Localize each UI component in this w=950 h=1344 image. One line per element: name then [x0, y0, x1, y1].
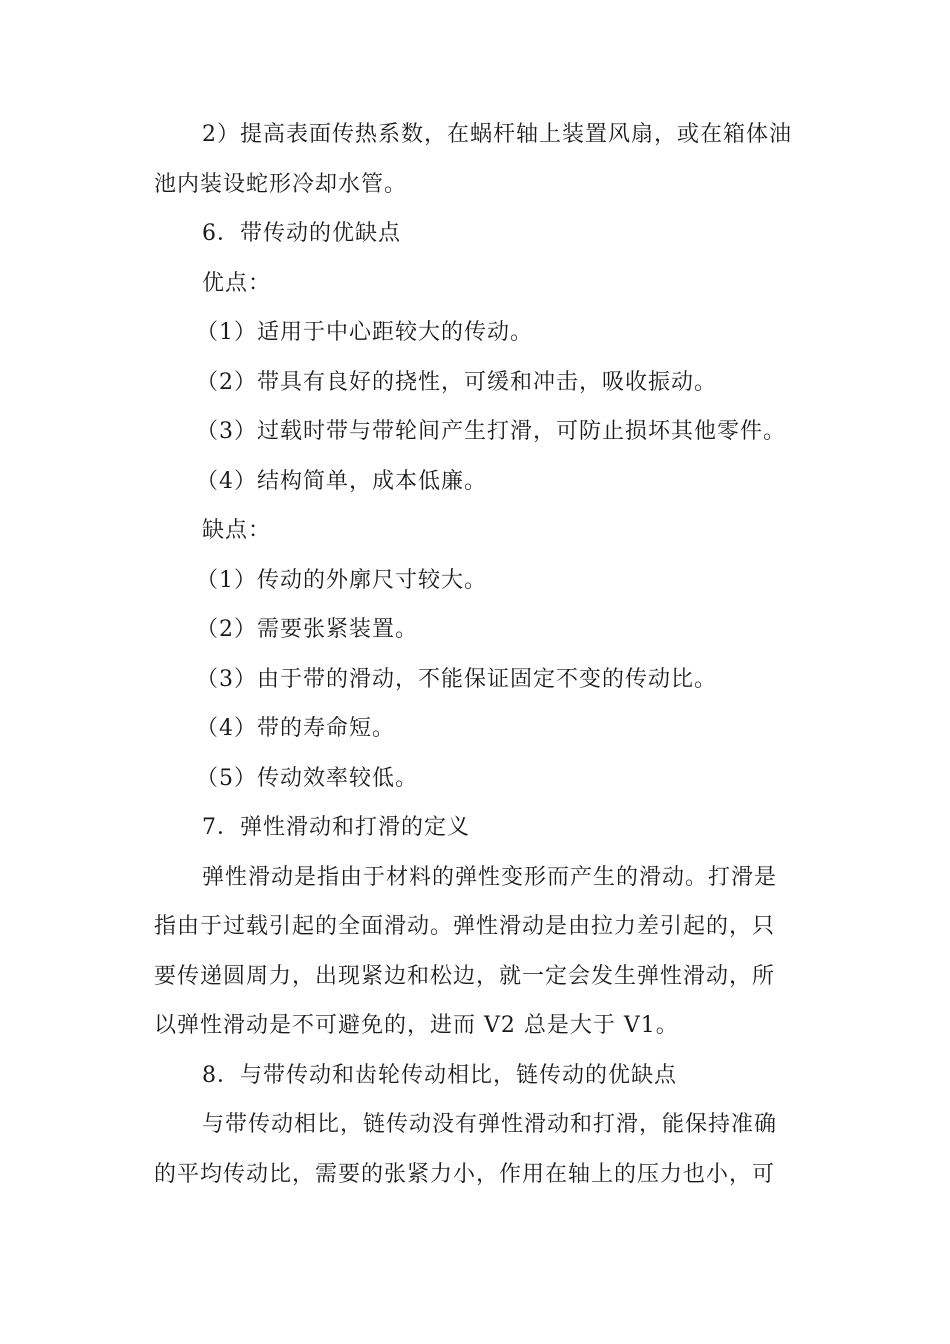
list-item: （3）由于带的滑动，不能保证固定不变的传动比。	[196, 666, 717, 692]
label-disadvantages: 缺点：	[202, 518, 272, 543]
label-advantages: 优点：	[202, 270, 272, 296]
paragraph-heat-transfer: 2）提高表面传热系数，在蜗杆轴上装置风扇，或在箱体油池内装设蛇形冷却水管。	[154, 122, 792, 197]
list-item: （1）传动的外廓尺寸较大。	[196, 567, 487, 593]
list-item: （1）适用于中心距较大的传动。	[196, 320, 533, 345]
list-item: （3）过载时带与带轮间产生打滑，可防止损坏其他零件。	[196, 419, 786, 444]
document-body	[154, 110, 794, 1199]
heading-chain-drive-comparison: 8．与带传动和齿轮传动相比，链传动的优缺点	[202, 1062, 677, 1088]
paragraph-chain-drive-comparison: 与带传动相比，链传动没有弹性滑动和打滑，能保持准确的平均传动比，需要的张紧力小，作用在轴上的压力也小，可	[154, 1112, 778, 1187]
list-item: （4）带的寿命短。	[196, 716, 395, 741]
list-item: （2）需要张紧装置。	[196, 617, 418, 642]
heading-elastic-sliding: 7．弹性滑动和打滑的定义	[202, 815, 470, 840]
paragraph-elastic-sliding-definition: 弹性滑动是指由于材料的弹性变形而产生的滑动。打滑是指由于过载引起的全面滑动。弹性滑动是由拉力差引起的，只要传递圆周力，出现紧边和松边，就一定会发生弹性滑动，所以弹性滑动是不可避免的，进而 V2 总是大于 V1。	[154, 864, 778, 1038]
heading-belt-drive-pros-cons: 6．带传动的优缺点	[202, 221, 401, 246]
list-item: （2）带具有良好的挠性，可缓和冲击，吸收振动。	[196, 369, 717, 395]
list-item: （5）传动效率较低。	[196, 765, 418, 791]
list-item: （4）结构简单，成本低廉。	[196, 468, 487, 494]
